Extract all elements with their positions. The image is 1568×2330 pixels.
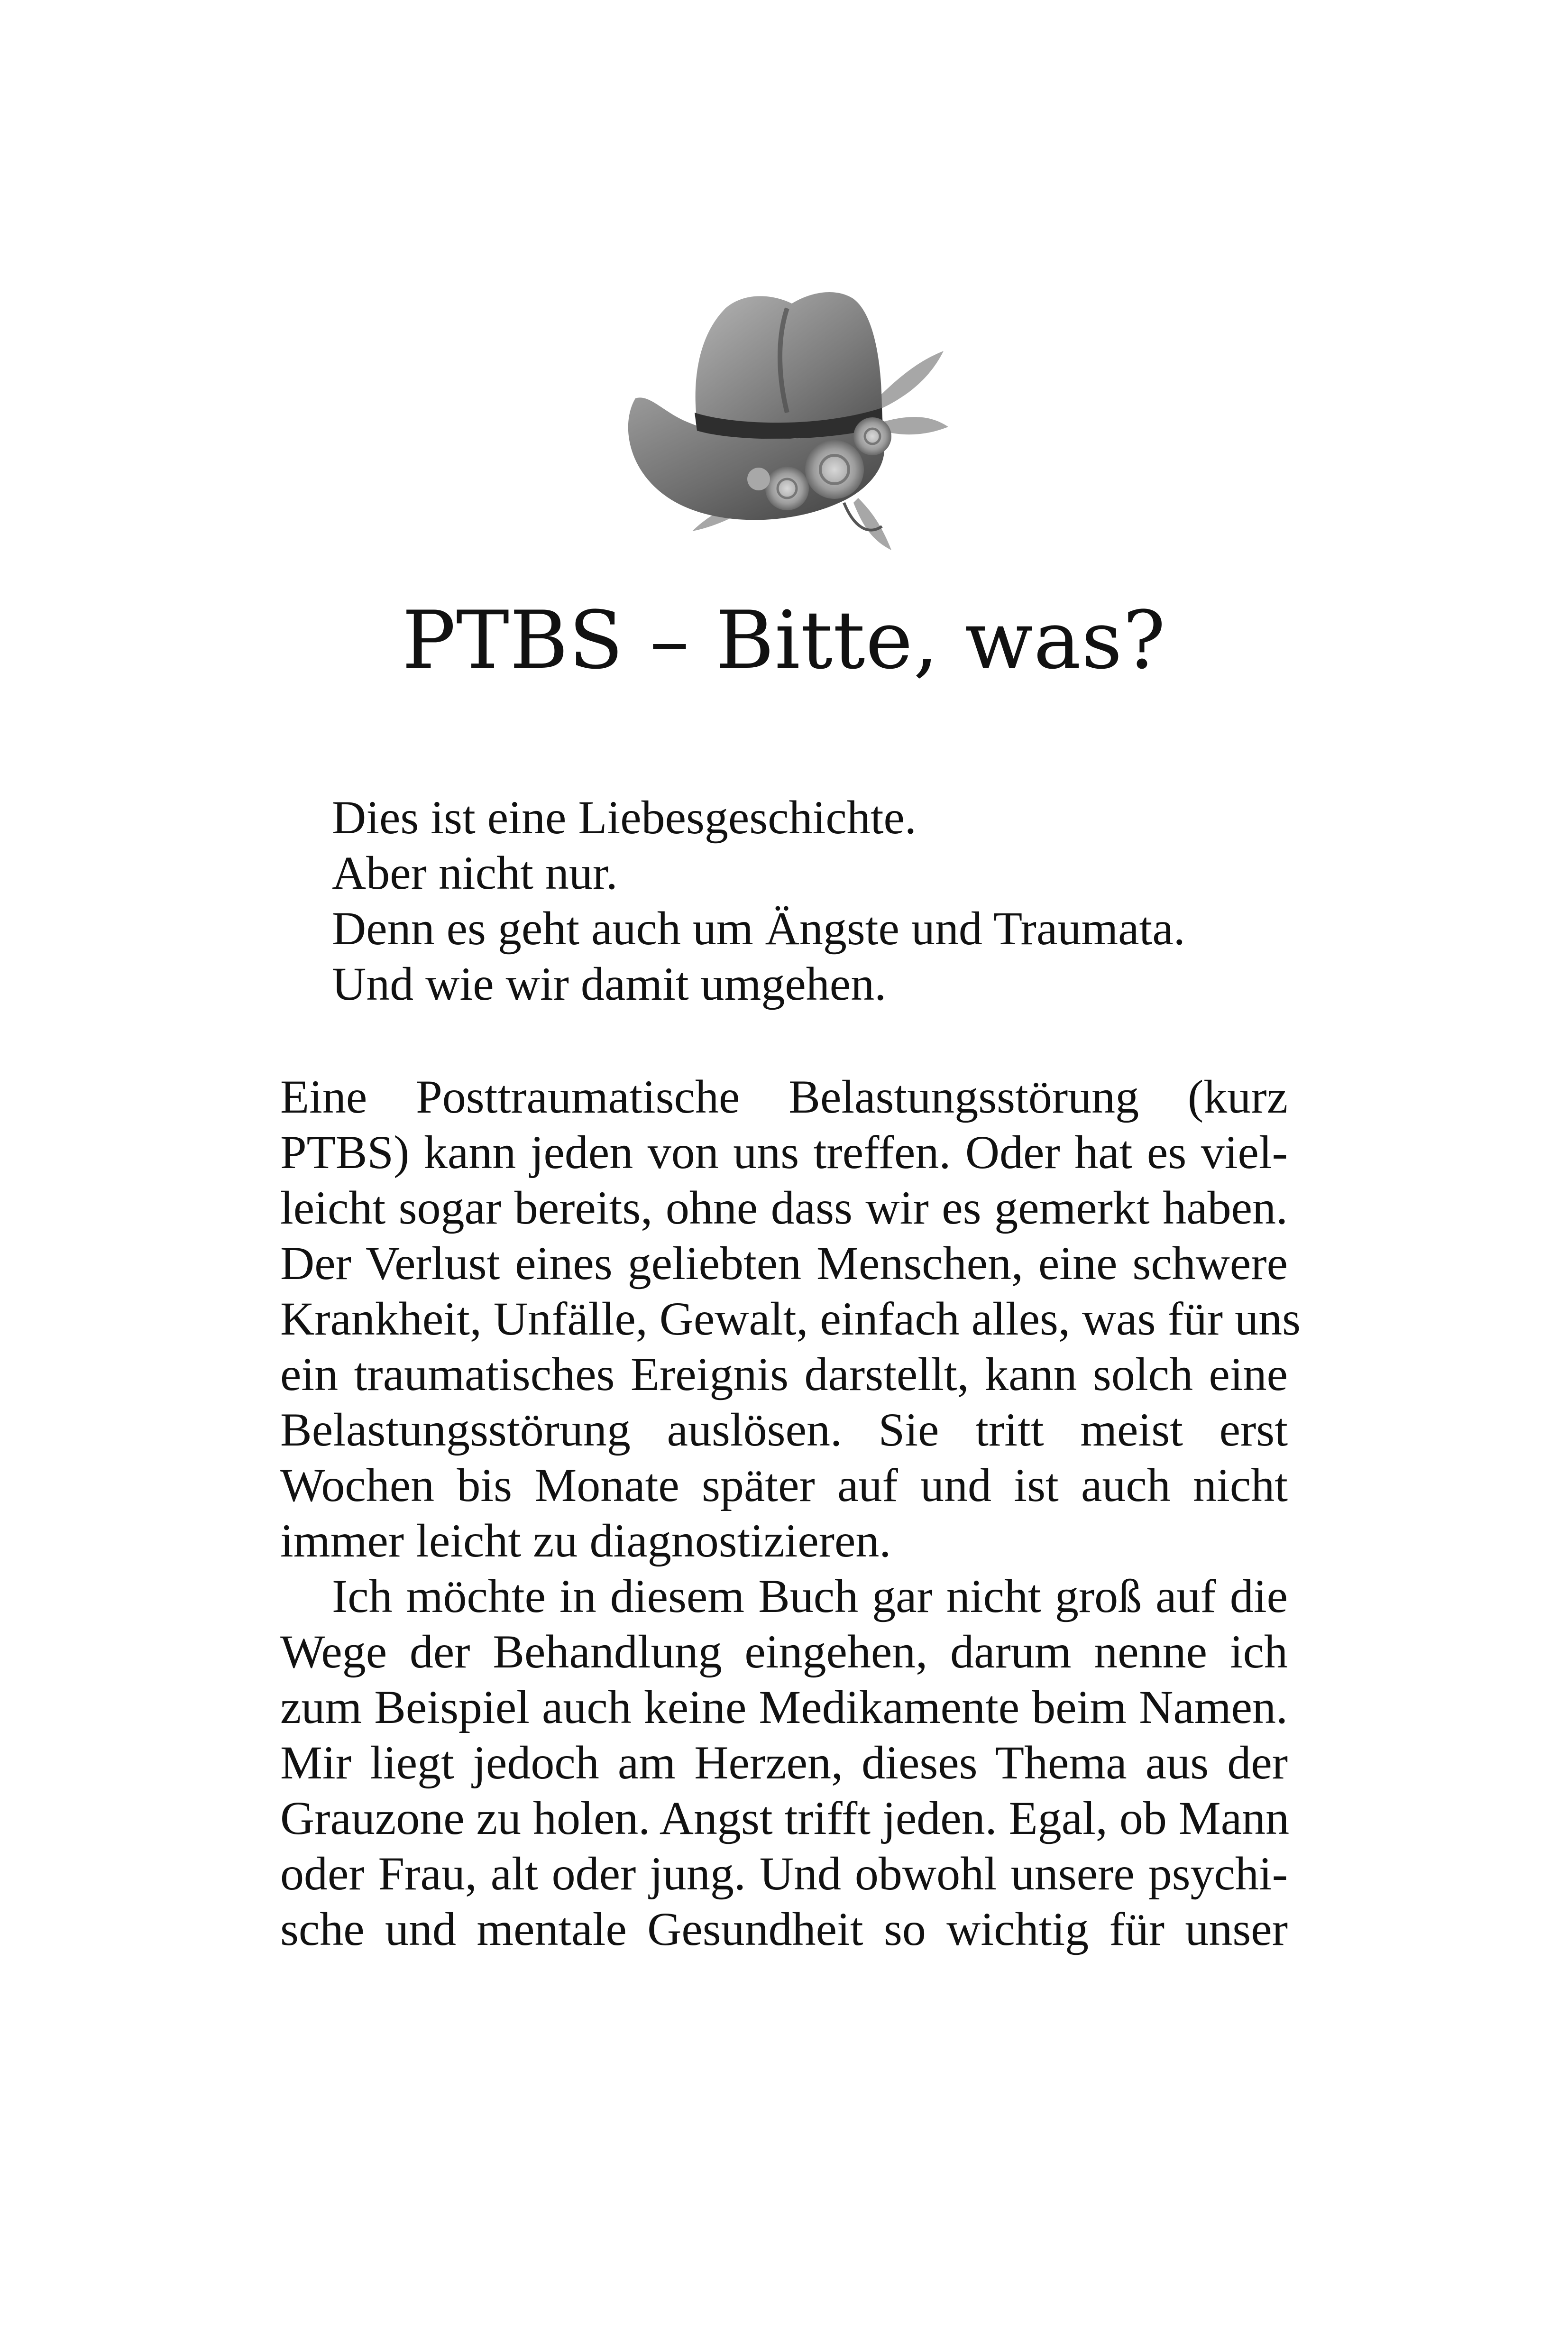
- paragraph-1: [280, 1069, 1301, 1568]
- cowboy-hat-illustration: [616, 280, 958, 555]
- epigraph-line: Denn es geht auch um Ängste und Traumata.: [332, 902, 1185, 955]
- chapter-title: PTBS – Bitte, was?: [402, 594, 1166, 687]
- text-line: zum Beispiel auch keine Medikamente beim Namen.: [280, 1681, 1288, 1733]
- text-line: ein traumatisches Ereignis darstellt, kann solch eine: [280, 1348, 1288, 1400]
- text-line: Mir liegt jedoch am Herzen, dieses Thema aus der: [280, 1736, 1288, 1789]
- text-line: Wege der Behandlung eingehen, darum nenne ich: [280, 1625, 1288, 1678]
- text-line: Der Verlust eines geliebten Menschen, eine schwere: [280, 1237, 1288, 1289]
- text-line: Wochen bis Monate später auf und ist auch nicht: [280, 1459, 1288, 1511]
- body-text: [280, 1069, 1301, 1957]
- text-line: leicht sogar bereits, ohne dass wir es gemerkt haben.: [280, 1181, 1288, 1234]
- text-line: Grauzone zu holen. Angst trifft jeden. Egal, ob Mann: [280, 1792, 1290, 1844]
- text-line: PTBS) kann jeden von uns treffen. Oder hat es viel-: [280, 1126, 1288, 1179]
- text-line: Krankheit, Unfälle, Gewalt, einfach alles, was für uns: [280, 1292, 1301, 1345]
- text-line: Belastungsstörung auslösen. Sie tritt meist erst: [280, 1403, 1288, 1456]
- epigraph-line: Dies ist eine Liebesgeschichte.: [332, 791, 917, 844]
- text-line: Ich möchte in diesem Buch gar nicht groß auf die: [332, 1570, 1288, 1622]
- epigraph-line: Und wie wir damit umgehen.: [332, 958, 887, 1010]
- epigraph-line: Aber nicht nur.: [332, 847, 618, 899]
- text-line: oder Frau, alt oder jung. Und obwohl unsere psychi-: [280, 1847, 1288, 1900]
- text-line: Eine Posttraumatische Belastungsstörung (kurz: [280, 1070, 1288, 1123]
- text-line: immer leicht zu diagnostizieren.: [280, 1514, 891, 1567]
- paragraph-2: [280, 1568, 1288, 1957]
- epigraph: [332, 790, 1328, 1012]
- text-line: sche und mentale Gesundheit so wichtig für unser: [280, 1903, 1288, 1955]
